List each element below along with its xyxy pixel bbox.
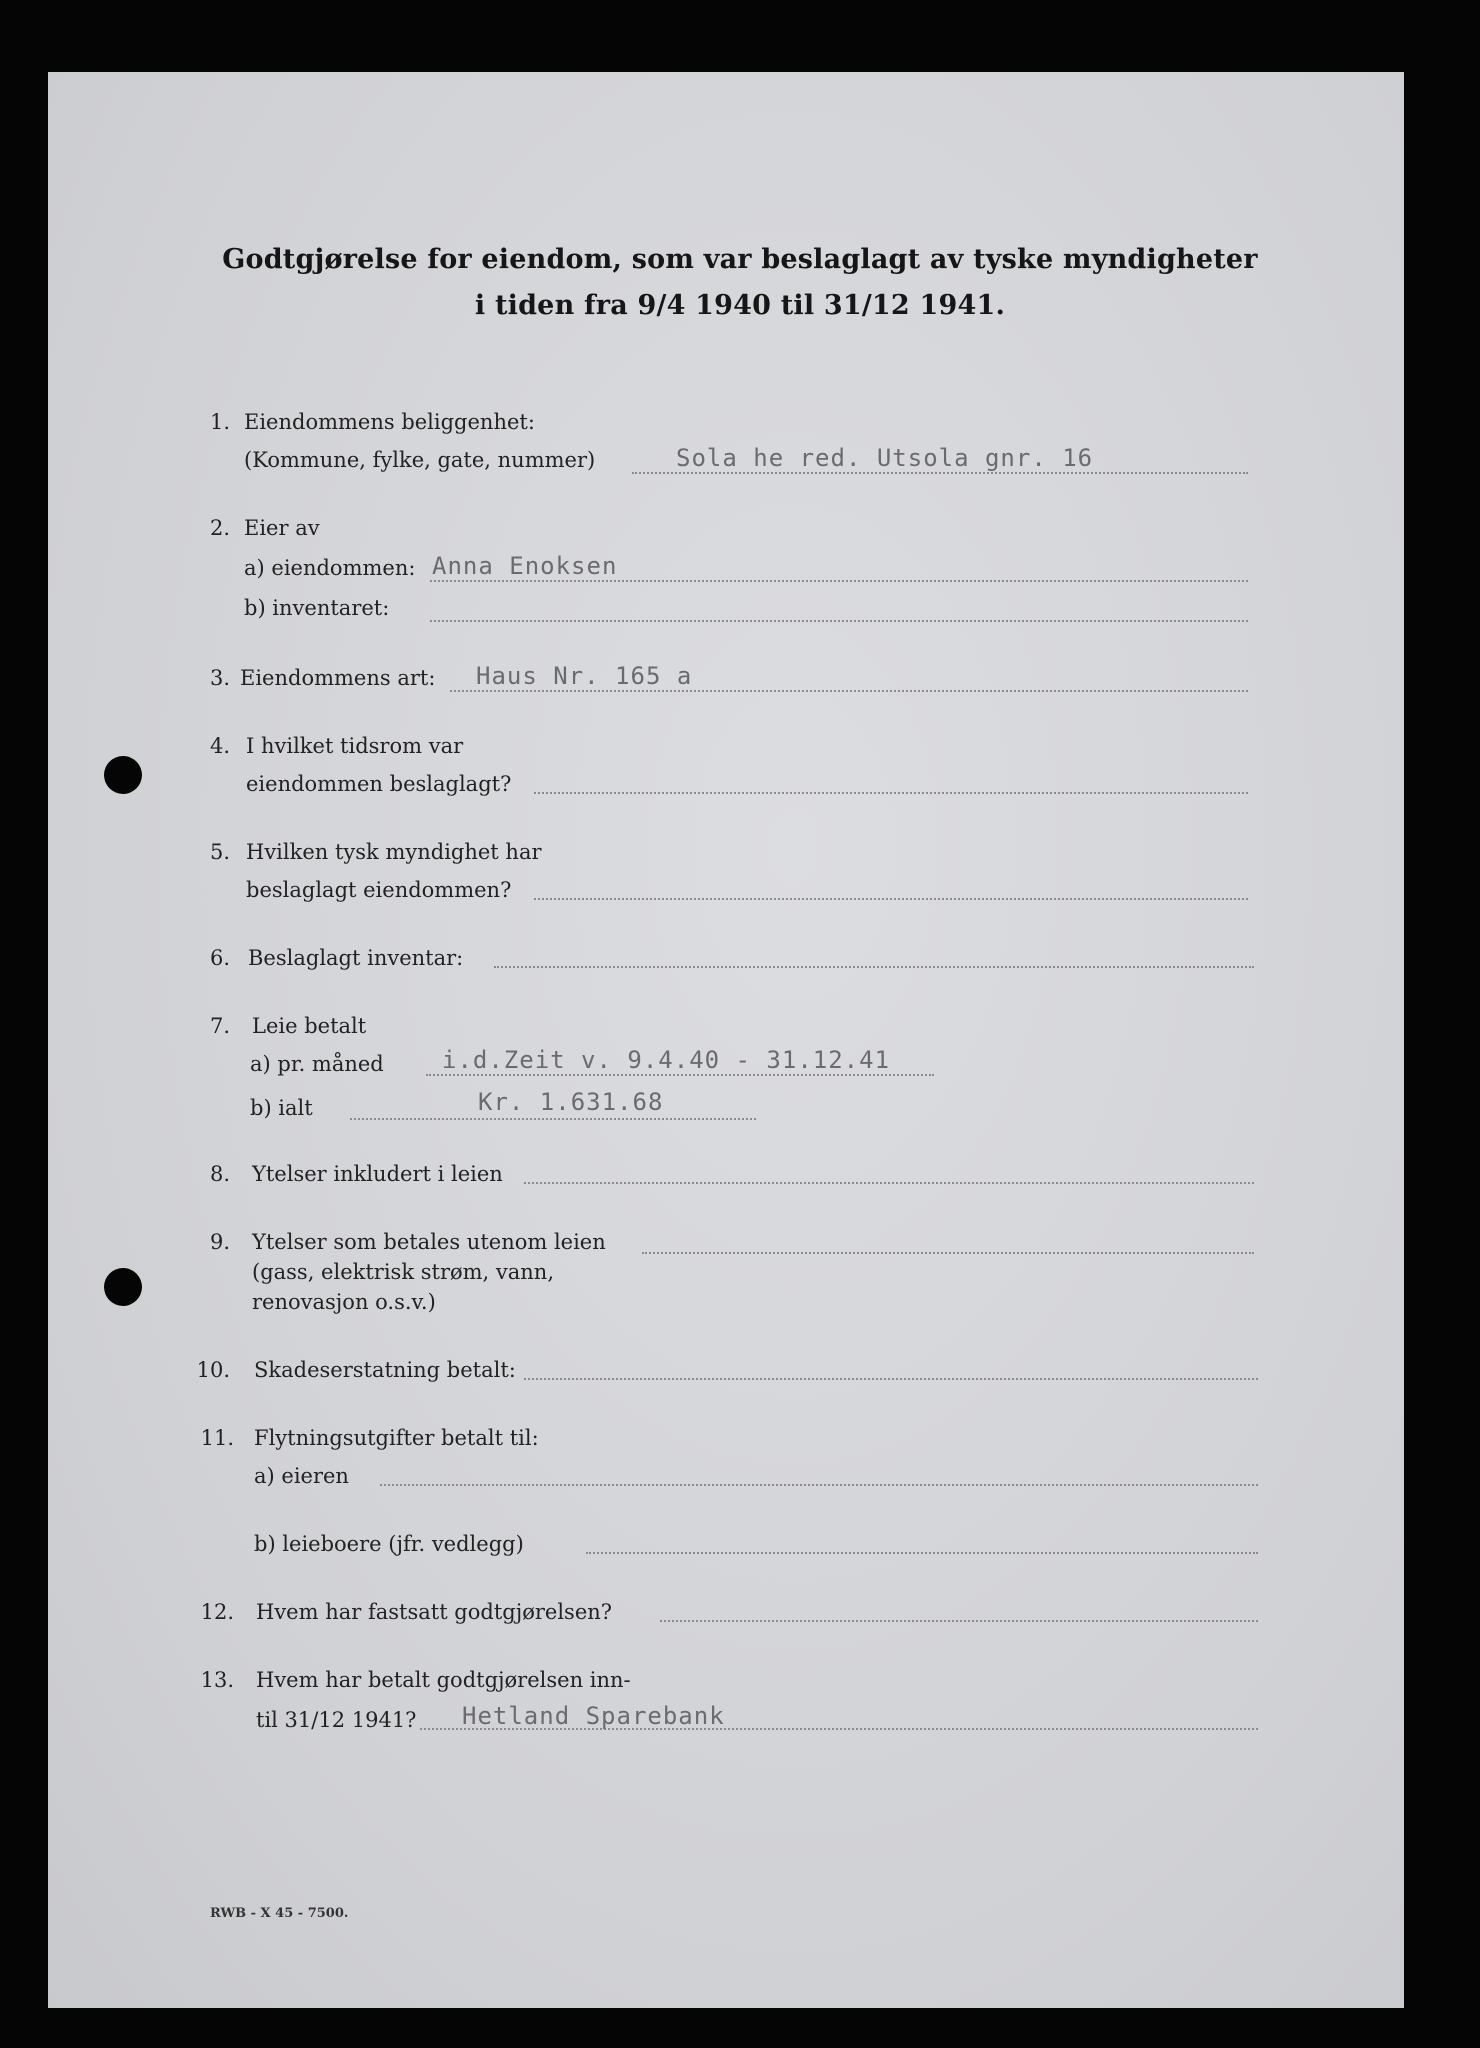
q1-answer-line (632, 472, 1248, 474)
q3-label: Eiendommens art: (240, 666, 436, 690)
form-page (48, 72, 1404, 2008)
q4-number: 4. (209, 734, 230, 758)
q9-label-line-1: Ytelser som betales utenom leien (252, 1230, 606, 1254)
q9-label-line-3: renovasjon o.s.v.) (252, 1290, 436, 1314)
printer-code: RWB - X 45 - 7500. (210, 1906, 349, 1921)
q7-label: Leie betalt (252, 1014, 367, 1038)
q10-label: Skadeserstatning betalt: (254, 1358, 516, 1382)
q13-label-line-2: til 31/12 1941? (256, 1708, 417, 1732)
q6-number: 6. (209, 946, 230, 970)
q6-answer-line (494, 966, 1254, 968)
q1-label: Eiendommens beliggenhet: (244, 410, 535, 434)
q2b-answer-line (430, 620, 1248, 622)
punch-hole (104, 756, 142, 794)
q7a-answer: i.d.Zeit v. 9.4.40 - 31.12.41 (442, 1046, 891, 1074)
q2a-answer-line (430, 580, 1248, 582)
q10-answer-line (524, 1378, 1258, 1380)
q7a-label: a) pr. måned (250, 1052, 384, 1076)
q7b-answer-line (350, 1118, 756, 1120)
q12-label: Hvem har fastsatt godtgjørelsen? (256, 1600, 613, 1624)
q13-label-line-1: Hvem har betalt godtgjørelsen inn- (256, 1668, 631, 1692)
q7b-answer: Kr. 1.631.68 (478, 1088, 664, 1116)
q4-answer-line (534, 792, 1248, 794)
q5-label-line-1: Hvilken tysk myndighet har (246, 840, 542, 864)
q13-answer: Hetland Sparebank (462, 1702, 725, 1730)
q11-label: Flytningsutgifter betalt til: (254, 1426, 539, 1450)
q9-answer-line (642, 1252, 1254, 1254)
q4-label-line-1: I hvilket tidsrom var (246, 734, 464, 758)
q9-label-line-2: (gass, elektrisk strøm, vann, (252, 1260, 554, 1284)
q5-label-line-2: beslaglagt eiendommen? (246, 878, 512, 902)
q7b-label: b) ialt (250, 1096, 313, 1120)
q11b-label: b) leieboere (jfr. vedlegg) (254, 1532, 524, 1556)
q7-number: 7. (209, 1014, 230, 1038)
q11a-answer-line (380, 1484, 1258, 1486)
q2-label: Eier av (244, 516, 320, 540)
q5-number: 5. (209, 840, 230, 864)
q1-answer: Sola he red. Utsola gnr. 16 (676, 444, 1094, 472)
q5-answer-line (534, 898, 1248, 900)
q4-label-line-2: eiendommen beslaglagt? (246, 772, 512, 796)
form-title-line-2: i tiden fra 9/4 1940 til 31/12 1941. (474, 290, 1006, 321)
q2a-answer: Anna Enoksen (432, 552, 618, 580)
q2b-label: b) inventaret: (244, 596, 390, 620)
q2a-label: a) eiendommen: (244, 556, 416, 580)
q11a-label: a) eieren (254, 1464, 349, 1488)
q2-number: 2. (209, 516, 230, 540)
q11b-answer-line (586, 1552, 1258, 1554)
q1-sublabel: (Kommune, fylke, gate, nummer) (244, 448, 596, 472)
q12-number: 12. (200, 1600, 234, 1624)
q3-number: 3. (209, 666, 230, 690)
punch-hole (104, 1268, 142, 1306)
q13-number: 13. (200, 1668, 234, 1692)
q9-number: 9. (209, 1230, 230, 1254)
q8-number: 8. (209, 1162, 230, 1186)
form-title-line-1: Godtgjørelse for eiendom, som var beslaglagt av tyske myndigheter (222, 244, 1258, 275)
q8-answer-line (524, 1182, 1254, 1184)
q11-number: 11. (200, 1426, 234, 1450)
q3-answer: Haus Nr. 165 a (476, 662, 693, 690)
q8-label: Ytelser inkludert i leien (252, 1162, 503, 1186)
q12-answer-line (660, 1620, 1258, 1622)
q10-number: 10. (196, 1358, 230, 1382)
q1-number: 1. (209, 410, 230, 434)
q7a-answer-line (426, 1074, 934, 1076)
q6-label: Beslaglagt inventar: (248, 946, 464, 970)
q3-answer-line (450, 690, 1248, 692)
